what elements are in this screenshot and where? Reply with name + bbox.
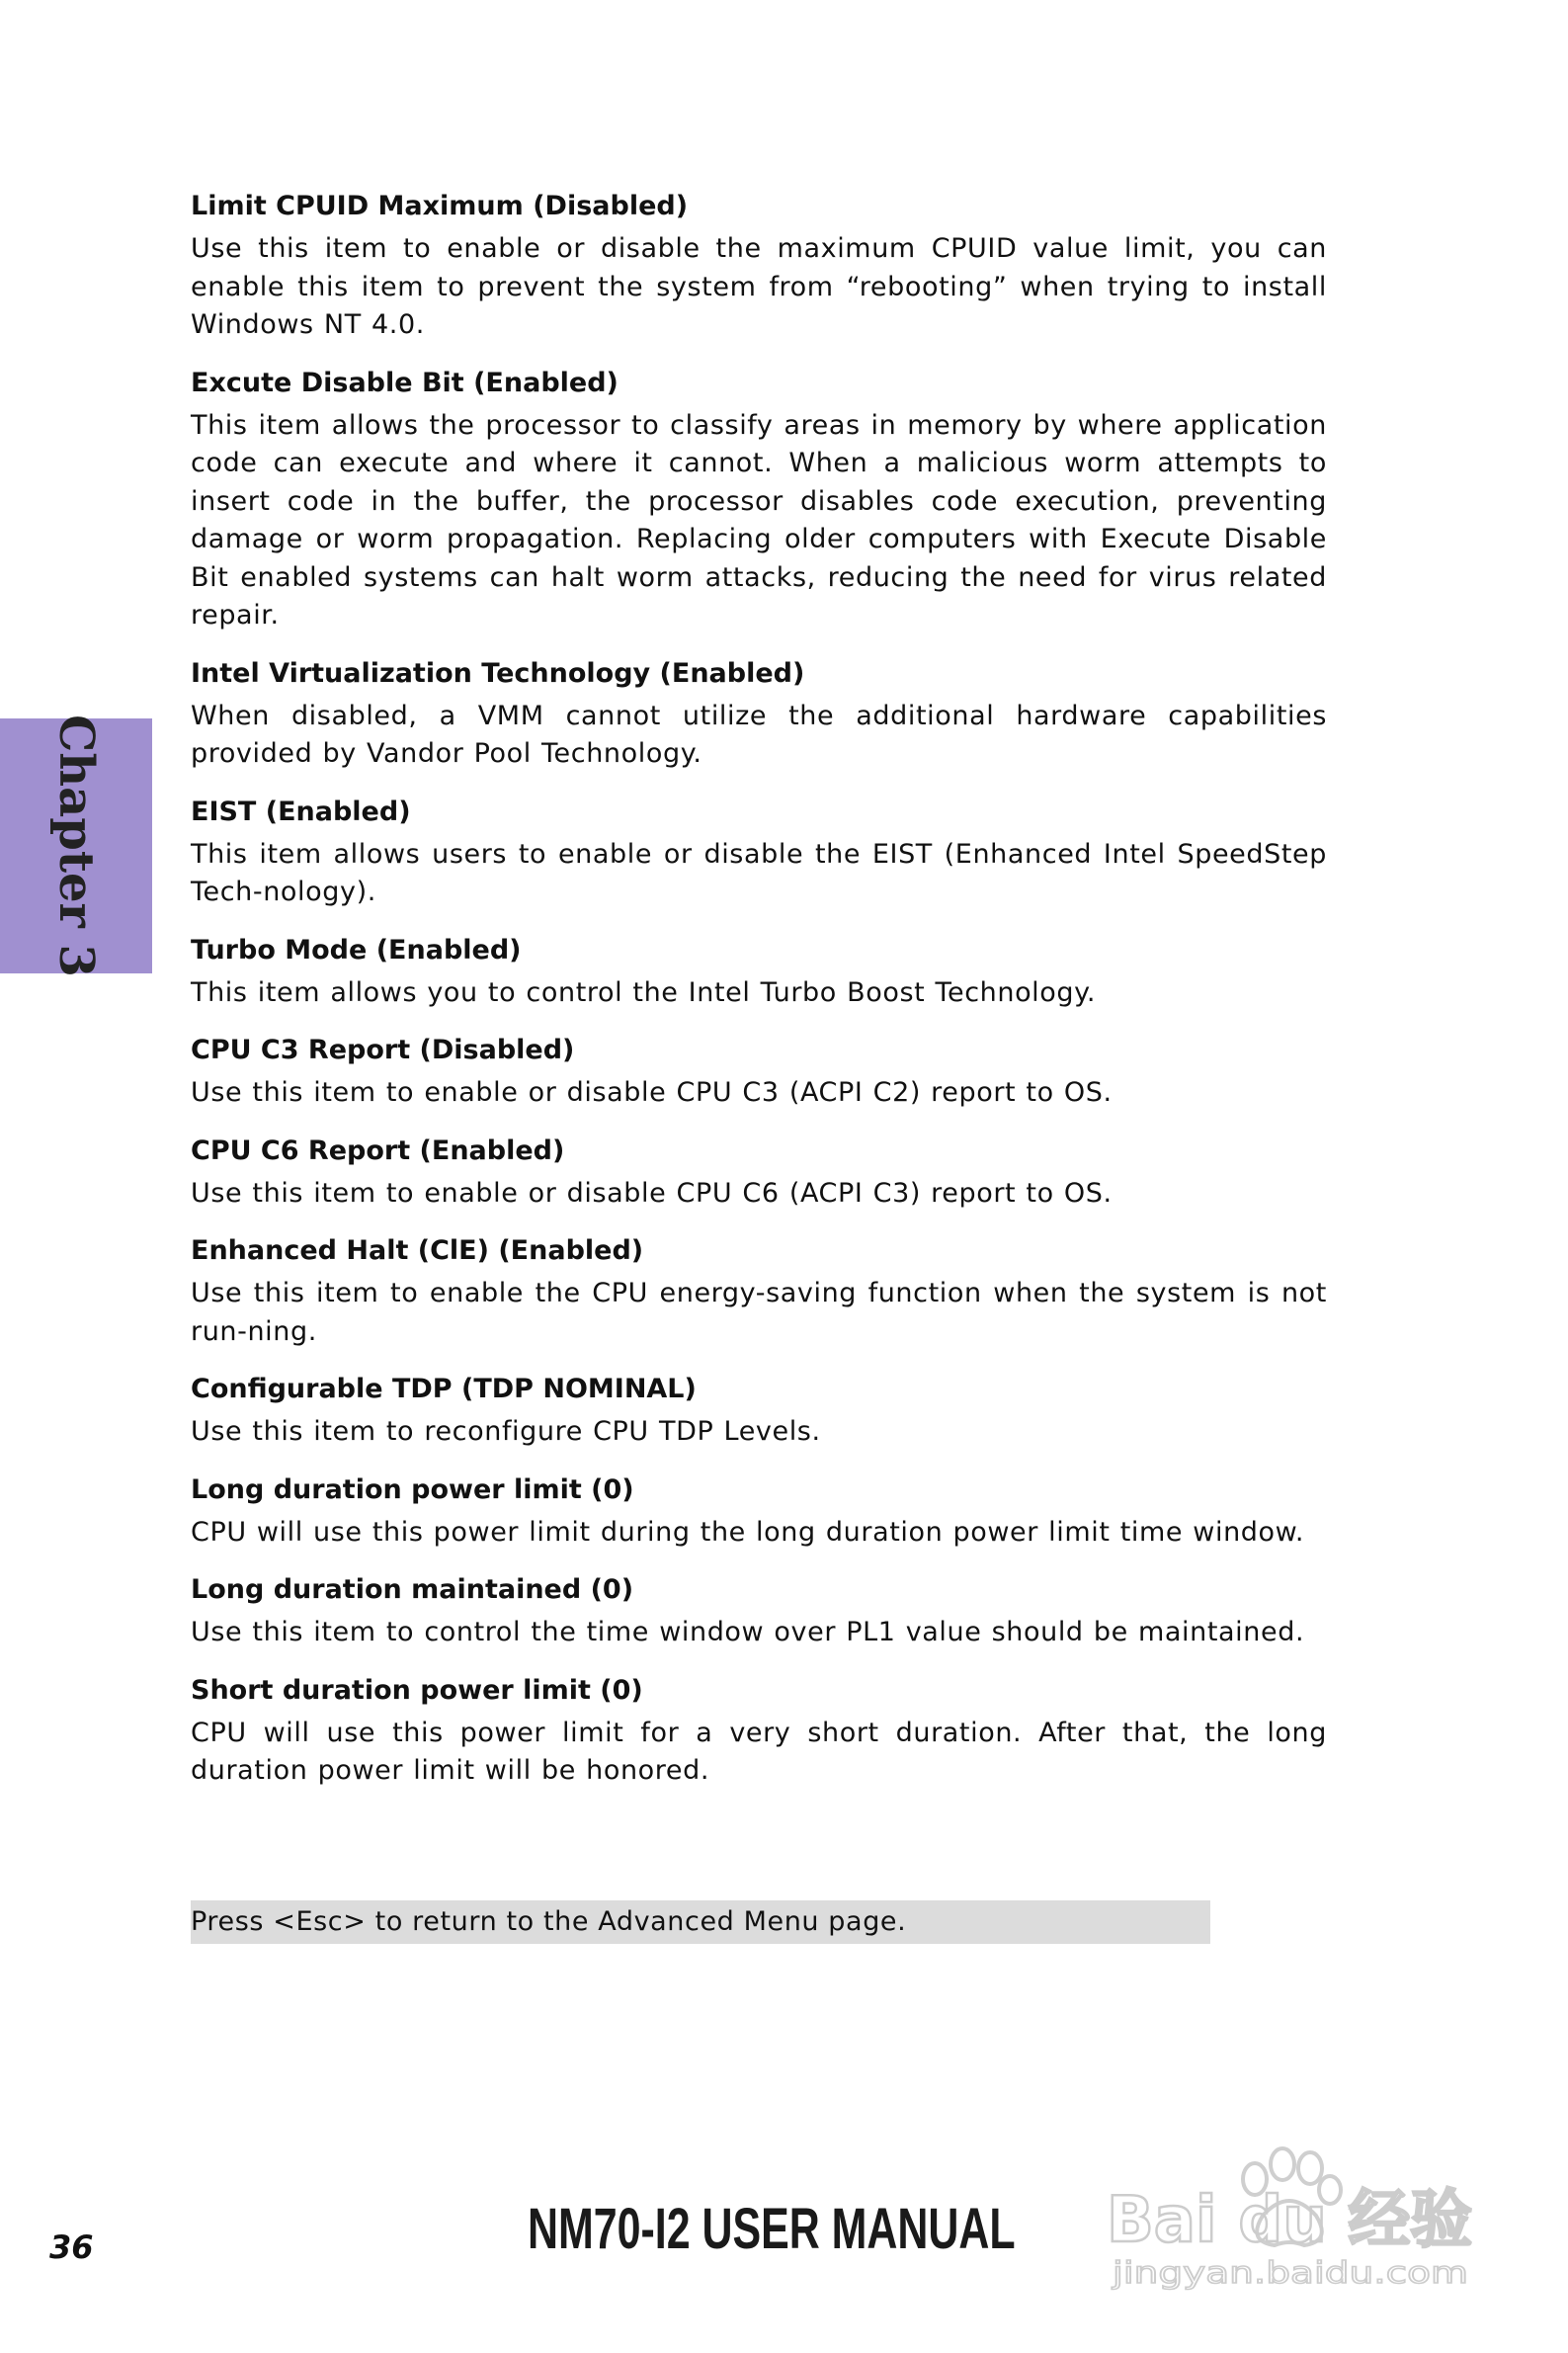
setting-title: Long duration maintained (0) <box>191 1574 634 1605</box>
setting-description: Use this item to control the time window over PL1 value should be maintained. <box>191 1617 1305 1647</box>
setting-title: Intel Virtualization Technology (Enabled) <box>191 657 805 689</box>
setting-execute-disable-bit <box>191 365 1327 635</box>
baidu-watermark <box>1107 2125 1482 2293</box>
setting-description: Use this item to enable or disable CPU C3 (ACPI C2) report to OS. <box>191 1077 1113 1108</box>
setting-cpu-c6-report <box>191 1133 1327 1214</box>
setting-title: Turbo Mode (Enabled) <box>191 934 522 966</box>
setting-title: Excute Disable Bit (Enabled) <box>191 367 619 398</box>
esc-note: Press <Esc> to return to the Advanced Menu page. <box>191 1900 1210 1944</box>
setting-description: This item allows the processor to classify areas in memory by where application code can execute and where it cannot. When a malicious worm attempts to insert code in the buffer, the processor disables code execution, preventing damage or worm propagation. Replacing older computers with Execute Disable Bit enabled systems can halt worm attacks, reducing the need for virus related repair. <box>191 409 1327 630</box>
setting-description: Use this item to enable the CPU energy-saving function when the system is not run-ning. <box>191 1278 1327 1347</box>
setting-description: CPU will use this power limit during the long duration power limit time window. <box>191 1516 1305 1548</box>
setting-cpu-c3-report <box>191 1032 1327 1113</box>
setting-description: When disabled, a VMM cannot utilize the additional hardware capabilities provided by Vandor Pool Technology. <box>191 700 1327 769</box>
watermark-brand: Bai du 经验 <box>1107 2184 1472 2257</box>
setting-title: Enhanced Halt (ClE) (Enabled) <box>191 1235 644 1266</box>
setting-description: Use this item to reconfigure CPU TDP Levels. <box>191 1416 821 1447</box>
setting-long-duration-power-limit <box>191 1471 1327 1553</box>
settings-list <box>191 188 1327 1810</box>
setting-intel-virtualization <box>191 655 1327 774</box>
setting-description: Use this item to enable or disable the maximum CPUID value limit, you can enable this item to prevent the system from “rebooting” when trying to install Windows NT 4.0. <box>191 233 1327 340</box>
setting-description: CPU will use this power limit for a very short duration. After that, the long duration power limit will be honored. <box>191 1717 1327 1786</box>
setting-title: CPU C3 Report (Disabled) <box>191 1035 575 1065</box>
setting-title: CPU C6 Report (Enabled) <box>191 1134 565 1166</box>
setting-long-duration-maintained <box>191 1571 1327 1652</box>
setting-description: This item allows users to enable or disable the EIST (Enhanced Intel SpeedStep Tech-nology). <box>191 838 1327 907</box>
setting-turbo-mode <box>191 932 1327 1013</box>
setting-configurable-tdp <box>191 1371 1327 1452</box>
watermark-url: jingyan.baidu.com <box>1111 2256 1468 2291</box>
setting-enhanced-halt <box>191 1232 1327 1351</box>
setting-description: This item allows you to control the Intel Turbo Boost Technology. <box>191 976 1097 1008</box>
setting-title: Short duration power limit (0) <box>191 1674 643 1706</box>
setting-description: Use this item to enable or disable CPU C6 (ACPI C3) report to OS. <box>191 1177 1113 1209</box>
setting-title: Limit CPUID Maximum (Disabled) <box>191 191 689 221</box>
setting-title: EIST (Enabled) <box>191 796 411 827</box>
manual-title: NM70-I2 USER MANUAL <box>528 2197 1016 2261</box>
setting-limit-cpuid <box>191 188 1327 345</box>
page-number: 36 <box>49 2228 94 2266</box>
chapter-tab <box>0 714 152 977</box>
setting-title: Configurable TDP (TDP NOMINAL) <box>191 1374 697 1404</box>
setting-title: Long duration power limit (0) <box>191 1473 634 1505</box>
setting-short-duration-power-limit <box>191 1672 1327 1791</box>
setting-eist <box>191 794 1327 912</box>
chapter-label: Chapter 3 <box>48 714 104 977</box>
